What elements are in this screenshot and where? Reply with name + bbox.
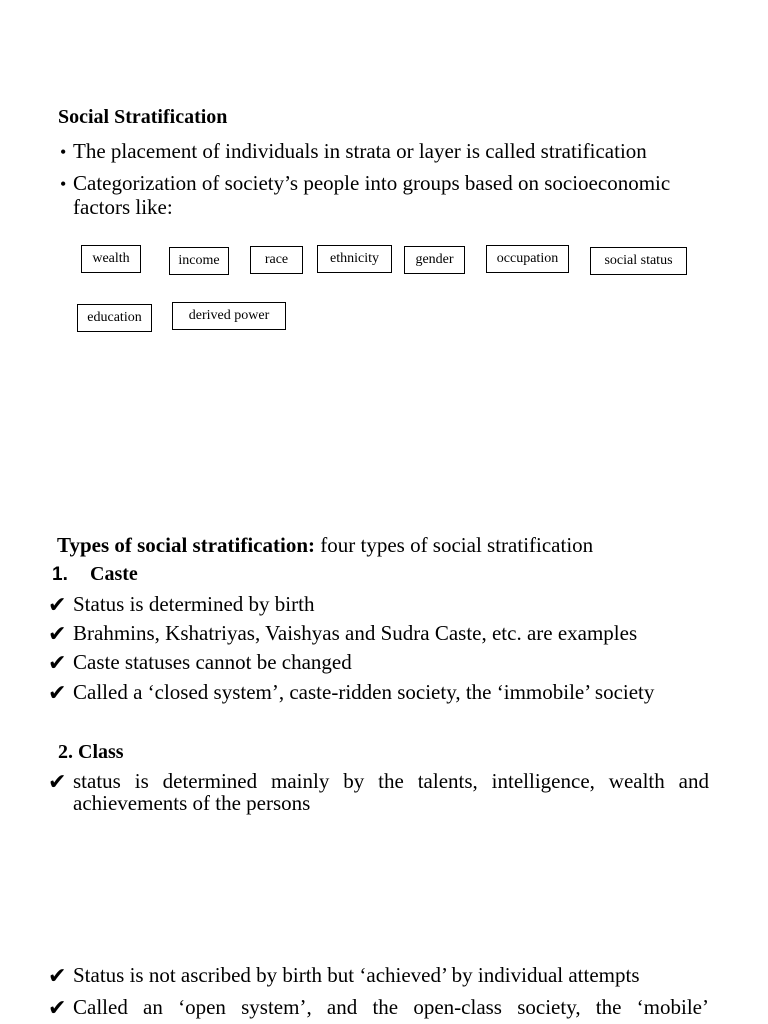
bullet-dot: • (60, 174, 67, 194)
factor-box-gender: gender (404, 246, 465, 274)
caste-title: Caste (90, 563, 138, 585)
caste-point-2: Brahmins, Kshatriyas, Vaishyas and Sudra Caste, etc. are examples (73, 621, 638, 645)
types-heading (57, 535, 593, 557)
checkmark-icon: ✔ (48, 622, 67, 647)
caste-point-1: Status is determined by birth (73, 592, 315, 616)
factor-box-race: race (250, 246, 303, 274)
bullet-dot: • (60, 142, 67, 162)
class-point-3: Called an ‘open system’, and the open-class society, the ‘mobile’ (73, 995, 709, 1019)
checkmark-icon: ✔ (48, 651, 67, 676)
factor-box-social-status: social status (590, 247, 687, 275)
class-point-1-line1: status is determined mainly by the talents, intelligence, wealth and (73, 769, 709, 793)
factor-box-derived-power: derived power (172, 302, 286, 330)
checkmark-icon: ✔ (48, 681, 67, 706)
bullet-text-2-cont: factors like: (73, 195, 173, 219)
checkmark-icon: ✔ (48, 593, 67, 618)
checkmark-icon: ✔ (48, 996, 67, 1021)
factor-box-ethnicity: ethnicity (317, 245, 392, 273)
class-point-2: Status is not ascribed by birth but ‘achieved’ by individual attempts (73, 963, 640, 987)
section-title: Social Stratification (58, 106, 228, 128)
factor-box-education: education (77, 304, 152, 332)
types-heading-bold: Types of social stratification: (57, 533, 315, 557)
caste-number: 1. (52, 564, 68, 585)
bullet-text-1: The placement of individuals in strata or layer is called stratification (73, 139, 647, 163)
class-title: 2. Class (58, 741, 124, 763)
types-heading-rest: four types of social stratification (315, 533, 594, 557)
checkmark-icon: ✔ (48, 770, 67, 795)
caste-point-3: Caste statuses cannot be changed (73, 650, 352, 674)
factor-box-occupation: occupation (486, 245, 569, 273)
checkmark-icon: ✔ (48, 964, 67, 989)
class-point-1-line2: achievements of the persons (73, 791, 311, 815)
factor-box-income: income (169, 247, 229, 275)
bullet-text-2: Categorization of society’s people into groups based on socioeconomic (73, 171, 671, 195)
caste-point-4: Called a ‘closed system’, caste-ridden society, the ‘immobile’ society (73, 680, 655, 704)
factor-box-wealth: wealth (81, 245, 141, 273)
